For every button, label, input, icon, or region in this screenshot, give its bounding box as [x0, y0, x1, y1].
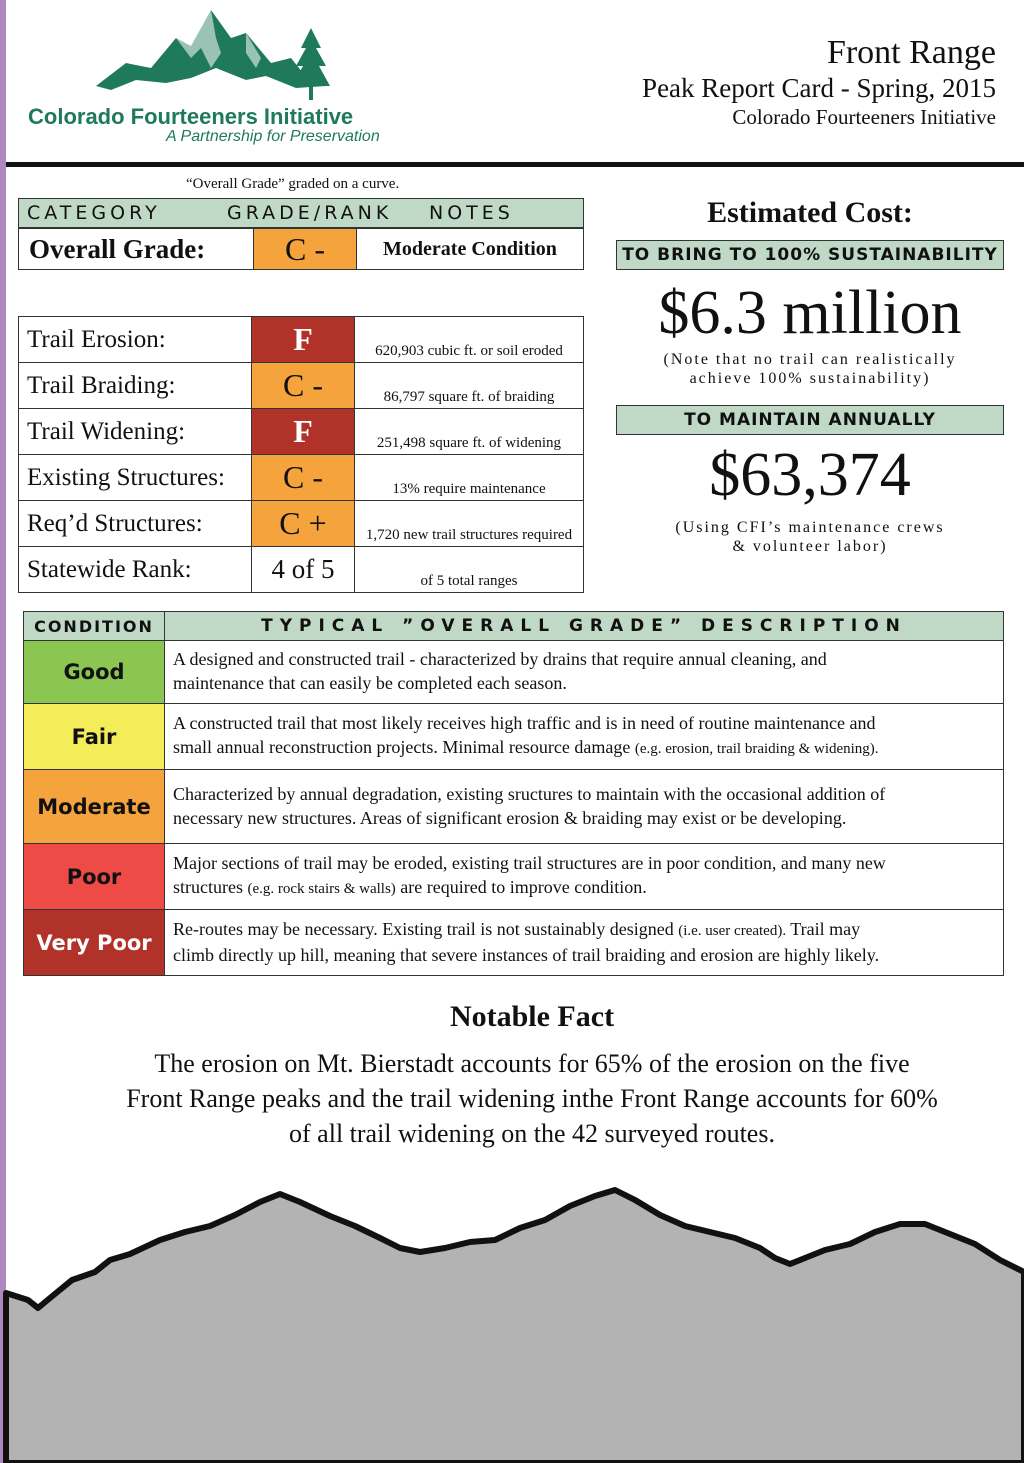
overall-grade-row	[19, 229, 584, 270]
condition-description	[165, 770, 1004, 844]
metric-grade: 4 of 5	[252, 547, 355, 593]
cost-title: Estimated Cost:	[707, 196, 913, 229]
sustainability-band: TO BRING TO 100% SUSTAINABILITY	[616, 240, 1004, 270]
desc-text: structures	[173, 876, 248, 897]
metric-note: of 5 total ranges	[355, 547, 584, 593]
condition-row-good	[24, 641, 1004, 704]
desc-line	[173, 875, 995, 901]
curve-note: “Overall Grade” graded on a curve.	[186, 176, 400, 192]
condition-table	[23, 611, 1004, 976]
grade-table-header	[18, 198, 584, 228]
condition-description	[165, 910, 1004, 976]
desc-text: small annual reconstruction projects. Minimal resource damage	[173, 736, 635, 757]
metric-note: 13% require maintenance	[355, 455, 584, 501]
col-category: CATEGORY	[27, 202, 161, 224]
table-row	[19, 547, 584, 593]
desc-line: Major sections of trail may be eroded, existing trail structures are in poor condition, and many new	[173, 852, 886, 873]
annual-note	[616, 518, 1004, 556]
mountain-logo-icon	[96, 8, 356, 108]
metric-note: 86,797 square ft. of braiding	[355, 363, 584, 409]
sustainability-note	[616, 350, 1004, 388]
metric-note: 1,720 new trail structures required	[355, 501, 584, 547]
notable-fact-text	[20, 1046, 1024, 1151]
org-tagline: A Partnership for Preservation	[166, 128, 380, 145]
metric-grade: C -	[252, 363, 355, 409]
desc-aside: (e.g. rock stairs & walls)	[247, 880, 396, 897]
desc-line: maintenance that can easily be completed each season.	[173, 673, 567, 693]
table-row	[19, 455, 584, 501]
desc-line: climb directly up hill, meaning that severe instances of trail braiding and erosion are highly likely.	[173, 944, 880, 965]
desc-line: A designed and constructed trail - characterized by drains that require annual cleaning, and	[173, 649, 827, 669]
overall-label: Overall Grade:	[19, 229, 254, 270]
metric-grade: C -	[252, 455, 355, 501]
condition-row-moderate	[24, 770, 1004, 844]
metric-grade: C +	[252, 501, 355, 547]
metric-note: 251,498 square ft. of widening	[355, 409, 584, 455]
col-grade-rank: GRADE/RANK	[227, 202, 393, 224]
condition-row-very-poor	[24, 910, 1004, 976]
col-notes: NOTES	[429, 202, 514, 224]
org-name: Colorado Fourteeners Initiative	[28, 104, 354, 129]
desc-aside: (e.g. erosion, trail braiding & widening).	[634, 740, 879, 757]
note-line: (Using CFI’s maintenance crews	[675, 519, 945, 536]
page-title: Front Range	[826, 34, 996, 71]
condition-header: CONDITION	[24, 612, 165, 641]
desc-text: Trail may	[786, 918, 861, 939]
heading-org: Colorado Fourteeners Initiative	[732, 105, 996, 129]
desc-line	[173, 917, 995, 943]
metric-grade: F	[252, 409, 355, 455]
note-line: & volunteer labor)	[732, 538, 888, 555]
condition-label: Good	[24, 641, 165, 704]
note-line: (Note that no trail can realistically	[663, 351, 957, 368]
metric-label: Trail Braiding:	[19, 363, 252, 409]
overall-note: Moderate Condition	[357, 229, 584, 270]
overall-grade: C -	[254, 229, 357, 270]
fact-line: Front Range peaks and the trail widening inthe Front Range accounts for 60%	[126, 1084, 938, 1113]
table-row	[19, 317, 584, 363]
condition-description	[165, 704, 1004, 770]
annual-cost: $63,374	[709, 441, 911, 509]
table-row	[19, 363, 584, 409]
metric-note: 620,903 cubic ft. or soil eroded	[355, 317, 584, 363]
desc-text: Re-routes may be necessary. Existing trail is not sustainably designed	[173, 918, 679, 939]
header-divider	[6, 162, 1024, 167]
condition-row-fair	[24, 704, 1004, 770]
condition-row-poor	[24, 844, 1004, 910]
desc-text: are required to improve condition.	[395, 876, 647, 897]
condition-label: Fair	[24, 704, 165, 770]
desc-line: necessary new structures. Areas of significant erosion & braiding may exist or be developing.	[173, 807, 847, 828]
condition-header-row	[24, 612, 1004, 641]
mountain-silhouette-icon	[0, 1180, 1024, 1463]
desc-line	[173, 735, 995, 761]
maintain-band: TO MAINTAIN ANNUALLY	[616, 405, 1004, 435]
cfi-logo	[18, 8, 418, 153]
metric-label: Trail Widening:	[19, 409, 252, 455]
desc-aside: (i.e. user created).	[678, 922, 787, 939]
page-subtitle: Peak Report Card - Spring, 2015	[642, 73, 996, 103]
condition-description	[165, 844, 1004, 910]
desc-line: A constructed trail that most likely receives high traffic and is in need of routine maintenance and	[173, 712, 876, 733]
description-header: TYPICAL ”OVERALL GRADE” DESCRIPTION	[165, 612, 1004, 641]
sustainability-cost: $6.3 million	[658, 279, 962, 347]
fact-line: The erosion on Mt. Bierstadt accounts for 65% of the erosion on the five	[154, 1049, 910, 1078]
metrics-table	[18, 316, 584, 593]
table-row	[19, 501, 584, 547]
table-row	[19, 409, 584, 455]
note-line: achieve 100% sustainability)	[689, 370, 931, 387]
notable-fact-title: Notable Fact	[449, 1000, 615, 1033]
condition-label: Poor	[24, 844, 165, 910]
overall-grade-table	[18, 228, 584, 270]
condition-description	[165, 641, 1004, 704]
condition-label: Moderate	[24, 770, 165, 844]
desc-line: Characterized by annual degradation, existing sructures to maintain with the occasional addition of	[173, 783, 886, 804]
metric-label: Existing Structures:	[19, 455, 252, 501]
condition-label: Very Poor	[24, 910, 165, 976]
metric-grade: F	[252, 317, 355, 363]
fact-line: of all trail widening on the 42 surveyed routes.	[289, 1119, 775, 1148]
metric-label: Req’d Structures:	[19, 501, 252, 547]
metric-label: Trail Erosion:	[19, 317, 252, 363]
report-heading	[642, 34, 996, 130]
metric-label: Statewide Rank:	[19, 547, 252, 593]
